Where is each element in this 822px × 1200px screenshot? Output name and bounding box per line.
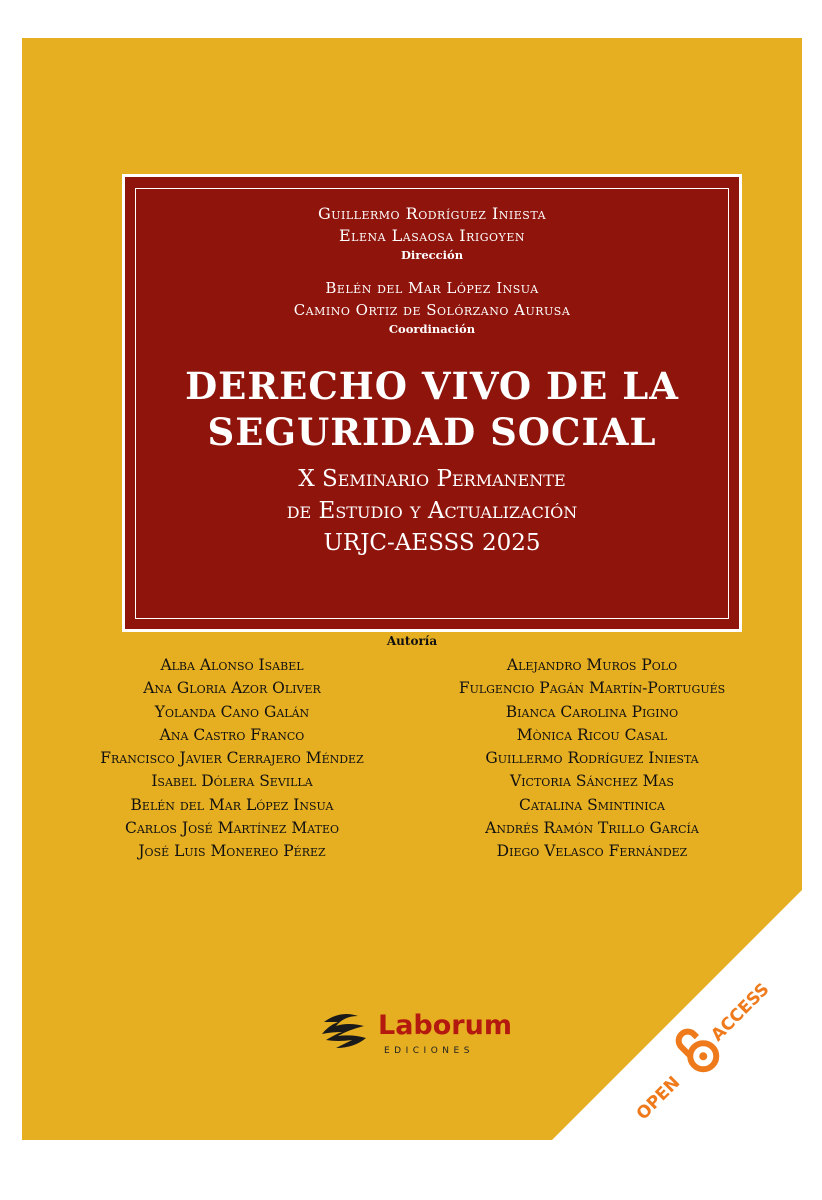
author-name: Isabel Dólera Sevilla [151, 772, 313, 791]
directors-role: Dirección [400, 248, 464, 262]
publisher-name: Laborum [378, 1010, 512, 1041]
author-name: Francisco Javier Cerrajero Méndez [100, 749, 364, 768]
author-name: Fulgencio Pagán Martín-Portugués [458, 679, 726, 698]
author-name: Carlos José Martínez Mateo [124, 819, 339, 838]
coordinator-name: Belén del Mar López Insua [325, 279, 539, 297]
author-name: Alejandro Muros Polo [506, 656, 678, 674]
authors-column-right [422, 654, 762, 864]
author-name: Ana Castro Franco [159, 725, 305, 744]
director-name: Guillermo Rodríguez Iniesta [317, 204, 547, 223]
author-name: Alba Alonso Isabel [160, 656, 304, 674]
author-name: José Luis Monereo Pérez [138, 842, 326, 861]
author-name: Catalina Smintinica [519, 795, 665, 814]
publisher-subtitle: EDICIONES [384, 1046, 474, 1056]
author-name: Belén del Mar López Insua [130, 795, 334, 814]
coordinator-name: Camino Ortiz de Solórzano Aurusa [293, 301, 571, 319]
author-name: Diego Velasco Fernández [496, 842, 688, 861]
author-name: Ana Gloria Azor Oliver [143, 679, 321, 698]
author-name: Guillermo Rodríguez Iniesta [485, 749, 699, 768]
subtitle-line: URJC-AESSS 2025 [323, 530, 541, 556]
access-label: ACCESS [707, 979, 774, 1046]
laborum-emblem-icon [318, 1004, 374, 1064]
open-access-badge [552, 890, 802, 1140]
author-name: Andrés Ramón Trillo García [485, 819, 699, 838]
open-label: OPEN [632, 1072, 685, 1125]
subtitle-line: X Seminario Permanente [298, 466, 566, 492]
book-cover [22, 38, 802, 1140]
publisher-logo [318, 1004, 518, 1068]
author-name: Mònica Ricou Casal [516, 725, 668, 744]
director-name: Elena Lasaosa Irigoyen [339, 226, 525, 245]
subtitle-line: de Estudio y Actualización [286, 498, 578, 524]
authors-column-left [62, 654, 402, 864]
book-title-line: SEGURIDAD SOCIAL [207, 410, 657, 454]
author-name: Victoria Sánchez Mas [510, 772, 674, 791]
coordinators-role: Coordinación [388, 322, 476, 336]
author-name: Yolanda Cano Galán [154, 702, 310, 721]
author-name: Bianca Carolina Pigino [505, 702, 679, 721]
book-title-line: DERECHO VIVO DE LA [185, 364, 679, 408]
title-panel [122, 174, 742, 632]
authorship-label: Autoría [386, 634, 438, 648]
